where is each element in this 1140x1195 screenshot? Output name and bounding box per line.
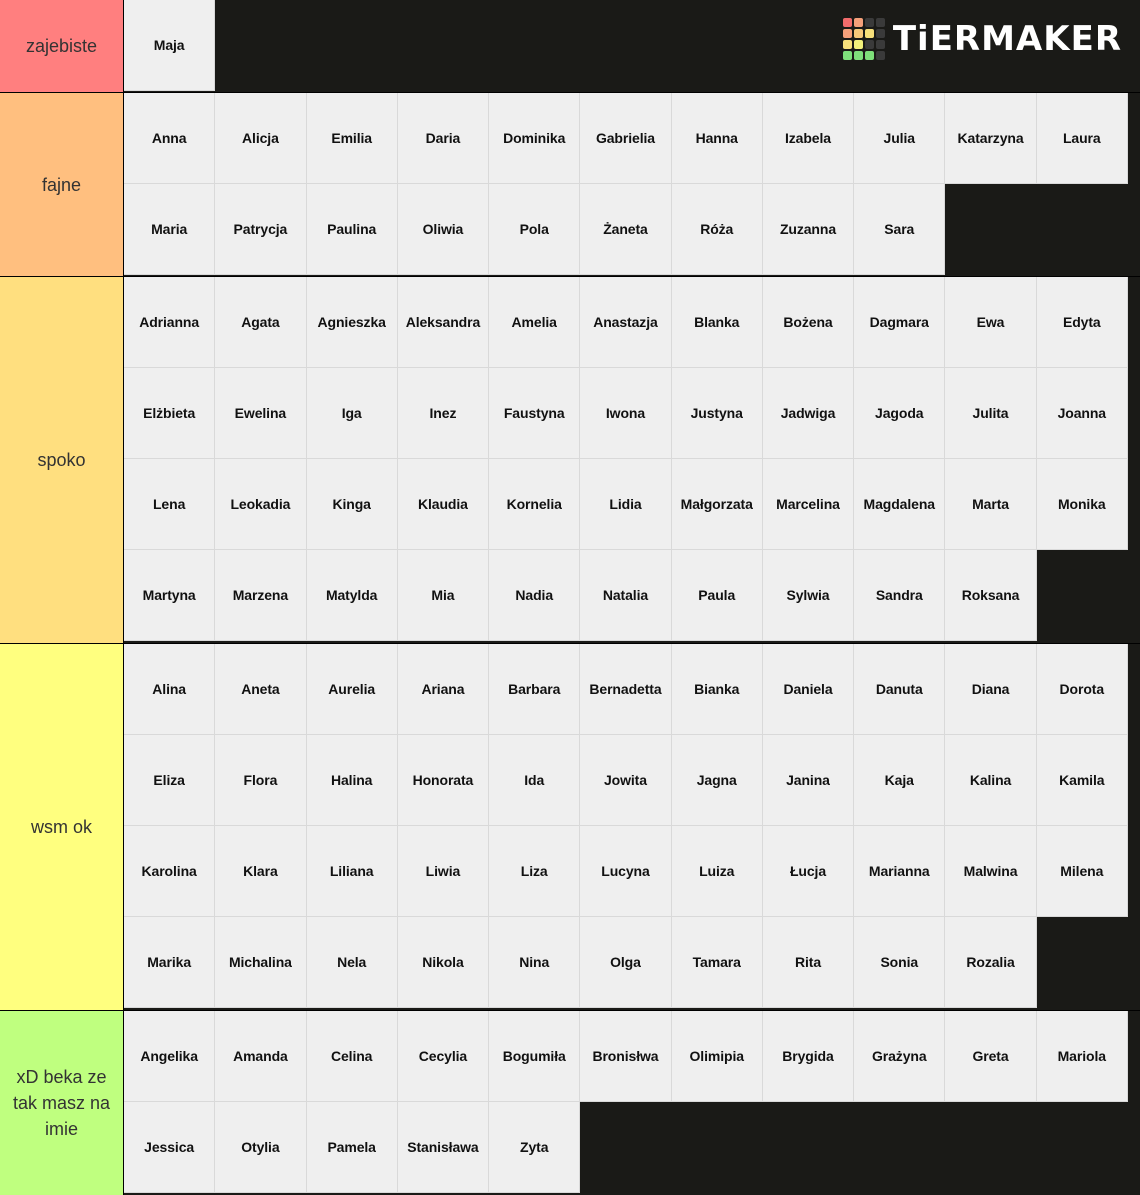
tier-item[interactable]: Diana: [945, 644, 1036, 735]
tier-items: [124, 644, 1140, 1010]
tier-items: [124, 1011, 1140, 1195]
tier-item[interactable]: Stanisława: [398, 1102, 489, 1193]
logo-grid-icon: [843, 18, 885, 60]
tier-item[interactable]: Jessica: [124, 1102, 215, 1193]
tier-item[interactable]: Liliana: [307, 826, 398, 917]
tier-item[interactable]: Małgorzata: [672, 459, 763, 550]
logo-grid-cell: [876, 51, 885, 60]
tier-item[interactable]: Katarzyna: [945, 93, 1036, 184]
tier-item[interactable]: Hanna: [672, 93, 763, 184]
tier-item[interactable]: Adrianna: [124, 277, 215, 368]
tier-item[interactable]: Dominika: [489, 93, 580, 184]
logo-grid-cell: [843, 18, 852, 27]
tier-item[interactable]: Kornelia: [489, 459, 580, 550]
tier-item[interactable]: Kamila: [1037, 735, 1128, 826]
tier-item[interactable]: Amanda: [215, 1011, 306, 1102]
tier-item[interactable]: Eliza: [124, 735, 215, 826]
tier-item[interactable]: Joanna: [1037, 368, 1128, 459]
tier-item[interactable]: Dagmara: [854, 277, 945, 368]
logo-grid-cell: [876, 18, 885, 27]
logo-grid-cell: [865, 18, 874, 27]
tier-item[interactable]: Danuta: [854, 644, 945, 735]
tier-item[interactable]: Maja: [124, 0, 215, 91]
tier-item[interactable]: Natalia: [580, 550, 671, 641]
tier-label[interactable]: xD beka ze tak masz na imie: [0, 1011, 124, 1195]
tier-item[interactable]: Zyta: [489, 1102, 580, 1193]
tier-item[interactable]: Magdalena: [854, 459, 945, 550]
tier-item[interactable]: Klara: [215, 826, 306, 917]
tiermaker-logo: [843, 18, 1122, 60]
tier-item[interactable]: Rita: [763, 917, 854, 1008]
tier-item[interactable]: Malwina: [945, 826, 1036, 917]
tier-item[interactable]: Karolina: [124, 826, 215, 917]
tier-item[interactable]: Ariana: [398, 644, 489, 735]
tier-item[interactable]: Jadwiga: [763, 368, 854, 459]
tier-item[interactable]: Pola: [489, 184, 580, 275]
tier-item[interactable]: Leokadia: [215, 459, 306, 550]
tier-item[interactable]: Monika: [1037, 459, 1128, 550]
tier-row: [0, 277, 1140, 644]
tier-item[interactable]: Cecylia: [398, 1011, 489, 1102]
logo-grid-cell: [865, 51, 874, 60]
tier-item[interactable]: Nela: [307, 917, 398, 1008]
tier-item[interactable]: Daria: [398, 93, 489, 184]
tier-item[interactable]: Paulina: [307, 184, 398, 275]
tier-item[interactable]: Liza: [489, 826, 580, 917]
tier-item[interactable]: Gabrielia: [580, 93, 671, 184]
tier-item[interactable]: Patrycja: [215, 184, 306, 275]
tier-item[interactable]: Martyna: [124, 550, 215, 641]
logo-grid-cell: [854, 29, 863, 38]
tier-item[interactable]: Marika: [124, 917, 215, 1008]
tier-item[interactable]: Justyna: [672, 368, 763, 459]
tier-row: [0, 644, 1140, 1011]
tier-item[interactable]: Maria: [124, 184, 215, 275]
tier-item[interactable]: Lidia: [580, 459, 671, 550]
logo-grid-cell: [854, 18, 863, 27]
logo-grid-cell: [843, 29, 852, 38]
tier-item[interactable]: Bernadetta: [580, 644, 671, 735]
tier-item[interactable]: Agnieszka: [307, 277, 398, 368]
tier-item[interactable]: Kinga: [307, 459, 398, 550]
tier-item[interactable]: Marianna: [854, 826, 945, 917]
tier-item[interactable]: Ewelina: [215, 368, 306, 459]
logo-grid-cell: [865, 40, 874, 49]
tier-item[interactable]: Celina: [307, 1011, 398, 1102]
tier-item[interactable]: Bronisłwa: [580, 1011, 671, 1102]
tier-item[interactable]: Agata: [215, 277, 306, 368]
tier-item[interactable]: Bianka: [672, 644, 763, 735]
logo-grid-cell: [876, 40, 885, 49]
tier-item[interactable]: Kalina: [945, 735, 1036, 826]
tier-item[interactable]: Łucja: [763, 826, 854, 917]
tier-item[interactable]: Aleksandra: [398, 277, 489, 368]
tier-item[interactable]: Marzena: [215, 550, 306, 641]
tier-item[interactable]: Alicja: [215, 93, 306, 184]
tier-item[interactable]: Aurelia: [307, 644, 398, 735]
tier-item[interactable]: Iwona: [580, 368, 671, 459]
tier-item[interactable]: Róża: [672, 184, 763, 275]
tier-item[interactable]: Julita: [945, 368, 1036, 459]
tier-item[interactable]: Mariola: [1037, 1011, 1128, 1102]
tier-item[interactable]: Michalina: [215, 917, 306, 1008]
tier-item[interactable]: Oliwia: [398, 184, 489, 275]
tier-label[interactable]: zajebiste: [0, 0, 124, 92]
tier-item[interactable]: Jowita: [580, 735, 671, 826]
tier-item[interactable]: Marta: [945, 459, 1036, 550]
tier-item[interactable]: Anastazja: [580, 277, 671, 368]
tier-item[interactable]: Honorata: [398, 735, 489, 826]
tier-item[interactable]: Sandra: [854, 550, 945, 641]
tier-item[interactable]: Sonia: [854, 917, 945, 1008]
tier-row: [0, 1011, 1140, 1195]
tier-item[interactable]: Edyta: [1037, 277, 1128, 368]
tier-item[interactable]: Halina: [307, 735, 398, 826]
tier-item[interactable]: Faustyna: [489, 368, 580, 459]
tier-item[interactable]: Klaudia: [398, 459, 489, 550]
tier-item[interactable]: Sara: [854, 184, 945, 275]
tier-item[interactable]: Jagna: [672, 735, 763, 826]
logo-grid-cell: [843, 51, 852, 60]
logo-grid-cell: [865, 29, 874, 38]
tier-item[interactable]: Ida: [489, 735, 580, 826]
tier-label[interactable]: fajne: [0, 93, 124, 276]
tier-item[interactable]: Bożena: [763, 277, 854, 368]
tier-item[interactable]: Żaneta: [580, 184, 671, 275]
tier-item[interactable]: Olimipia: [672, 1011, 763, 1102]
tier-item[interactable]: Pamela: [307, 1102, 398, 1193]
tier-item[interactable]: Alina: [124, 644, 215, 735]
tier-item[interactable]: Lucyna: [580, 826, 671, 917]
tier-item[interactable]: Barbara: [489, 644, 580, 735]
tier-items: [124, 277, 1140, 643]
tier-item[interactable]: Mia: [398, 550, 489, 641]
tier-item[interactable]: Nadia: [489, 550, 580, 641]
tier-item[interactable]: Janina: [763, 735, 854, 826]
tier-item[interactable]: Paula: [672, 550, 763, 641]
tier-item[interactable]: Dorota: [1037, 644, 1128, 735]
tier-item[interactable]: Bogumiła: [489, 1011, 580, 1102]
logo-grid-cell: [854, 40, 863, 49]
tier-item[interactable]: Brygida: [763, 1011, 854, 1102]
tier-item[interactable]: Nikola: [398, 917, 489, 1008]
tier-item[interactable]: Marcelina: [763, 459, 854, 550]
tier-label[interactable]: wsm ok: [0, 644, 124, 1010]
tier-item[interactable]: Laura: [1037, 93, 1128, 184]
tier-item[interactable]: Zuzanna: [763, 184, 854, 275]
tier-item[interactable]: Blanka: [672, 277, 763, 368]
tier-item[interactable]: Lena: [124, 459, 215, 550]
tier-item[interactable]: Emilia: [307, 93, 398, 184]
tier-item[interactable]: Anna: [124, 93, 215, 184]
tier-item[interactable]: Elżbieta: [124, 368, 215, 459]
tier-item[interactable]: Aneta: [215, 644, 306, 735]
tier-item[interactable]: Daniela: [763, 644, 854, 735]
tier-row: [0, 93, 1140, 277]
tier-item[interactable]: Sylwia: [763, 550, 854, 641]
tier-item[interactable]: Angelika: [124, 1011, 215, 1102]
tier-item[interactable]: Izabela: [763, 93, 854, 184]
logo-grid-cell: [876, 29, 885, 38]
tier-item[interactable]: Iga: [307, 368, 398, 459]
tier-item[interactable]: Greta: [945, 1011, 1036, 1102]
tier-label[interactable]: spoko: [0, 277, 124, 643]
tier-item[interactable]: Jagoda: [854, 368, 945, 459]
tier-item[interactable]: Amelia: [489, 277, 580, 368]
tier-item[interactable]: Flora: [215, 735, 306, 826]
tier-item[interactable]: Milena: [1037, 826, 1128, 917]
logo-grid-cell: [854, 51, 863, 60]
tier-item[interactable]: Julia: [854, 93, 945, 184]
tier-item[interactable]: Tamara: [672, 917, 763, 1008]
tier-item[interactable]: Rozalia: [945, 917, 1036, 1008]
tier-item[interactable]: Ewa: [945, 277, 1036, 368]
tier-item[interactable]: Matylda: [307, 550, 398, 641]
tier-item[interactable]: Inez: [398, 368, 489, 459]
tier-item[interactable]: Otylia: [215, 1102, 306, 1193]
tier-item[interactable]: Liwia: [398, 826, 489, 917]
tier-item[interactable]: Kaja: [854, 735, 945, 826]
tier-items: [124, 93, 1140, 276]
tier-item[interactable]: Nina: [489, 917, 580, 1008]
logo-grid-cell: [843, 40, 852, 49]
logo-text: TiERMAKER: [892, 19, 1122, 59]
tier-item[interactable]: Olga: [580, 917, 671, 1008]
tier-item[interactable]: Grażyna: [854, 1011, 945, 1102]
tier-item[interactable]: Roksana: [945, 550, 1036, 641]
tier-item[interactable]: Luiza: [672, 826, 763, 917]
